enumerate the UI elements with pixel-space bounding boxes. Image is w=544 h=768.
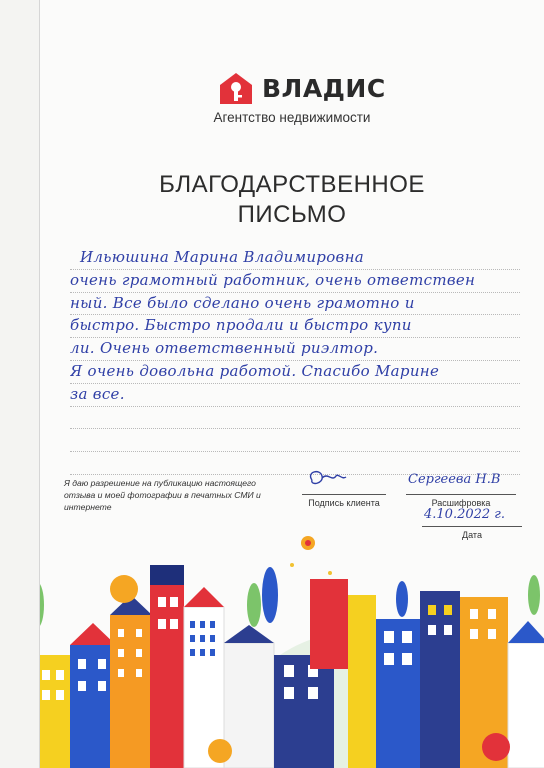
decoding-label: Расшифровка <box>431 498 491 508</box>
brand-logo <box>218 70 386 106</box>
letter-title <box>40 170 544 230</box>
decoding-line <box>406 494 516 495</box>
letter-sheet <box>40 0 544 768</box>
letter-line: ли. Очень ответственный риэлтор. <box>70 338 520 361</box>
letter-body <box>70 247 520 475</box>
letter-line: быстро. Быстро продали и быстро купи <box>70 315 520 338</box>
city-illustration <box>40 525 544 768</box>
letter-line: за все. <box>70 384 520 407</box>
date-value: 4.10.2022 г. <box>424 507 505 522</box>
letter-line: Ильюшина Марина Владимировна <box>70 247 520 270</box>
letter-line: Я очень довольна работой. Спасибо Марине <box>70 361 520 384</box>
letter-line: очень грамотный работник, очень ответствен <box>70 270 520 293</box>
letter-line <box>70 429 520 452</box>
title-line-1: БЛАГОДАРСТВЕННОЕ <box>159 171 425 198</box>
date-label: Дата <box>462 530 482 540</box>
decoding-field <box>406 494 516 508</box>
publication-consent: Я даю разрешение на публикацию настоящего отзыва и моей фотографии в печатных СМИ и интернете <box>64 478 261 512</box>
decoding-value: Сергеева Н.В <box>408 472 501 487</box>
brand-tagline: Агентство недвижимости <box>213 110 371 125</box>
brand-name: ВЛАДИС <box>262 73 386 103</box>
signature-line <box>302 494 386 495</box>
letter-line <box>70 407 520 430</box>
signature-label: Подпись клиента <box>308 498 380 508</box>
signature-field <box>302 494 386 508</box>
letter-line: ный. Все было сделано очень грамотно и <box>70 293 520 316</box>
house-key-icon <box>218 71 254 105</box>
title-line-2: ПИСЬМО <box>237 201 347 228</box>
client-signature <box>302 466 352 492</box>
